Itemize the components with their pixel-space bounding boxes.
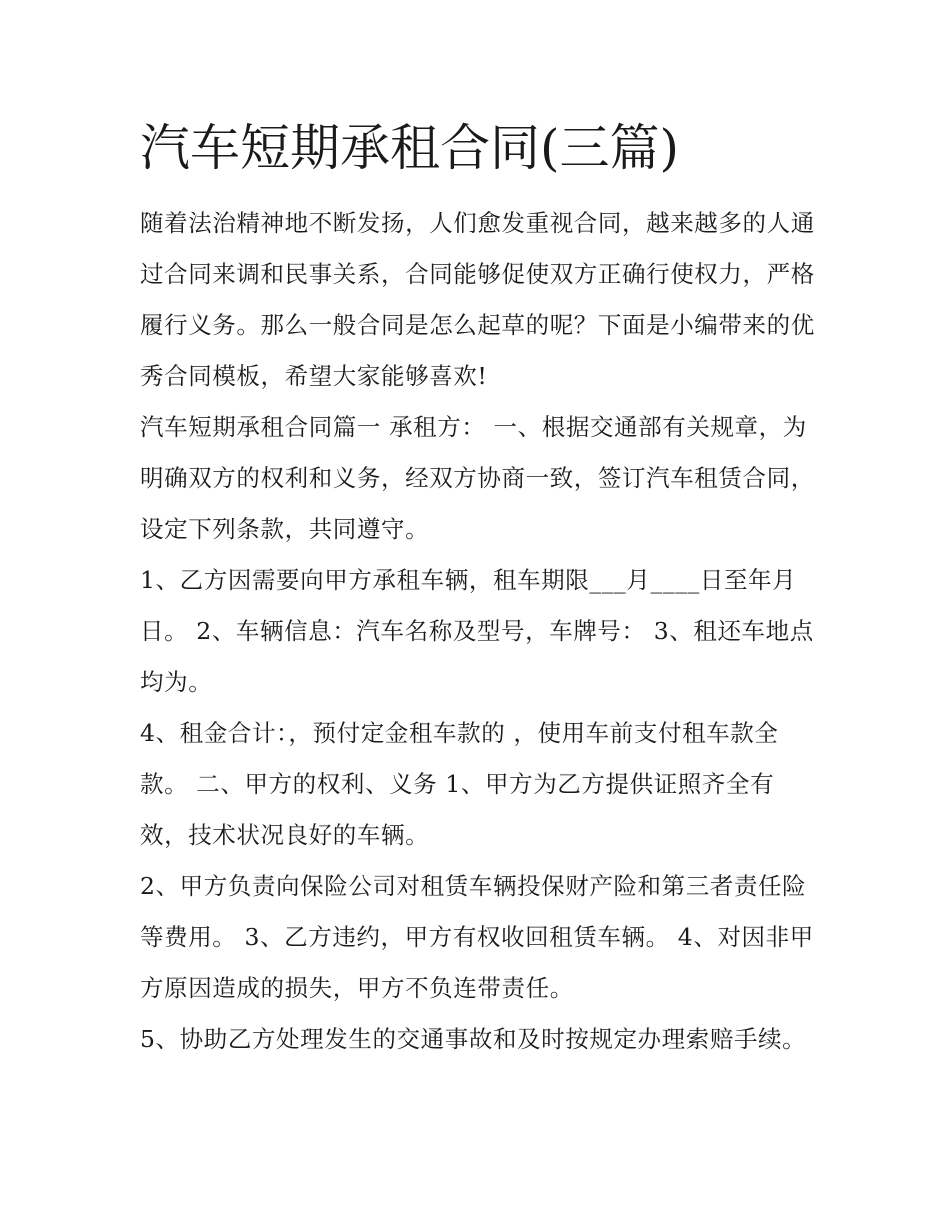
paragraph-lessor-clause-5: 5、协助乙方处理发生的交通事故和及时按规定办理索赔手续。 [140, 1025, 807, 1053]
document-title: 汽车短期承租合同(三篇) [140, 119, 680, 177]
paragraph-contract-header: 汽车短期承租合同篇一 承租方： 一、根据交通部有关规章，为明确双方的权利和义务，经双方协商一致，签订汽车租赁合同，设定下列条款，共同遵守。 [140, 413, 815, 543]
paragraph-intro: 随着法治精神地不断发扬，人们愈发重视合同，越来越多的人通过合同来调和民事关系，合同能够促使双方正确行使权力，严格履行义务。那么一般合同是怎么起草的呢？下面是小编带来的优秀合同模板，希望大家能够喜欢! [140, 209, 815, 390]
document-body [140, 112, 820, 1065]
paragraph-clause-1: 1、乙方因需要向甲方承租车辆，租车期限___月____日至年月日。 2、车辆信息：汽车名称及型号，车牌号： 3、租还车地点均为。 [140, 566, 814, 696]
paragraph-clause-4: 4、租金合计：，预付定金租车款的 ，使用车前支付租车款全款。 二、甲方的权利、义务 1、甲方为乙方提供证照齐全有效，技术状况良好的车辆。 [140, 719, 779, 849]
paragraph-lessor-clause-2: 2、甲方负责向保险公司对租赁车辆投保财产险和第三者责任险等费用。 3、乙方违约，甲方有权收回租赁车辆。 4、对因非甲方原因造成的损失，甲方不负连带责任。 [140, 872, 814, 1002]
